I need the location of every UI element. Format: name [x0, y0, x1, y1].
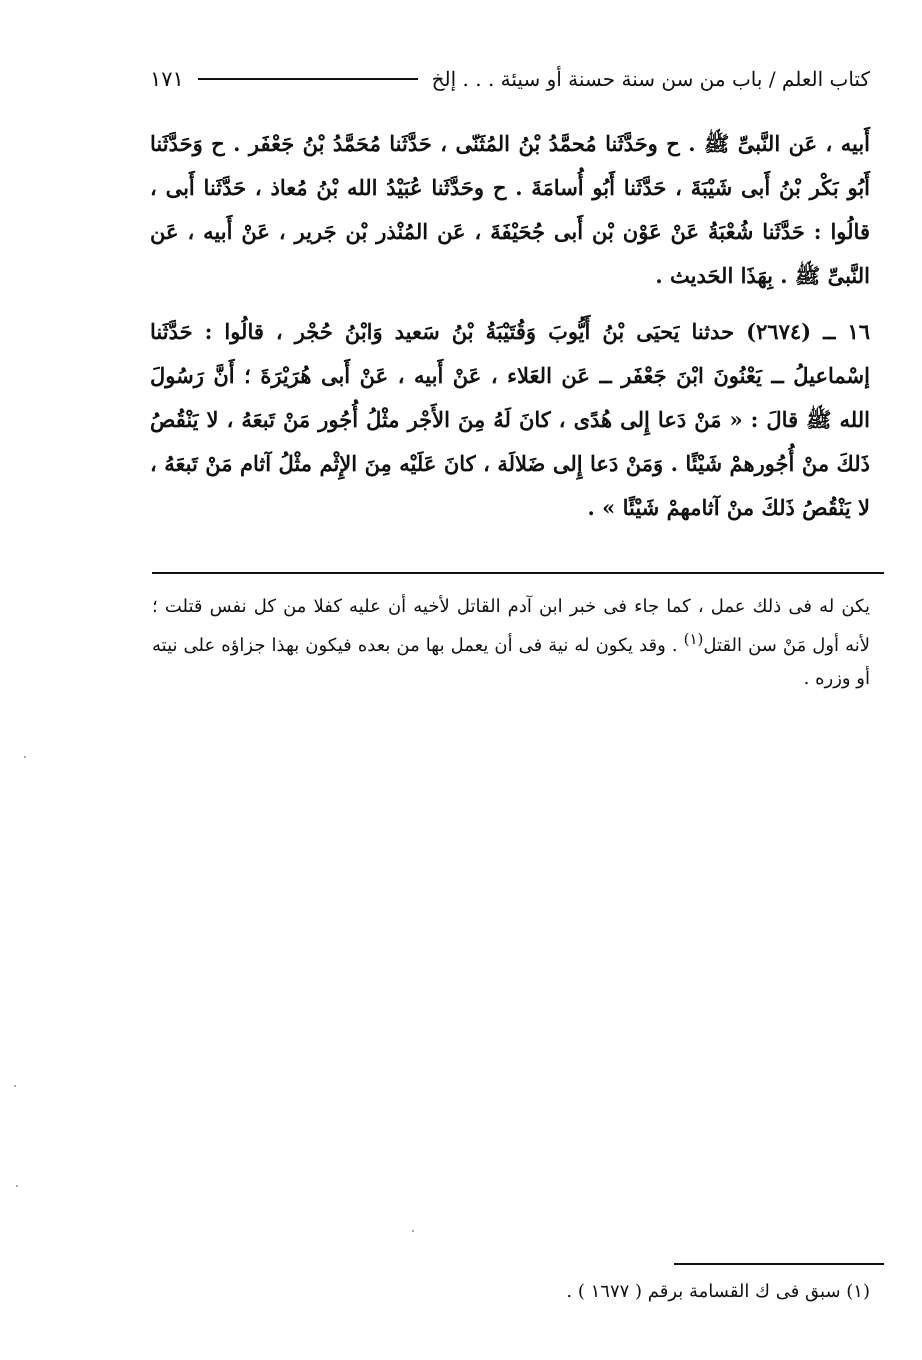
commentary-text-part-2: . وقد يكون له نية فى أن يعمل بها من بعده فيكون بهذا جزاؤه على نيته أو وزره .: [152, 635, 870, 689]
header-title: كتاب العلم / باب من سن سنة حسنة أو سيئة . . . إلخ: [431, 67, 870, 91]
page-number: ١٧١: [150, 67, 184, 91]
main-text: [150, 122, 870, 530]
scan-speck: [16, 1185, 18, 1187]
footnote: (١) سبق فى ك القسامة برقم ( ١٦٧٧ ) .: [566, 1281, 870, 1302]
commentary-text: [152, 590, 870, 695]
commentary-block: [152, 590, 870, 695]
footnote-ref-mark: (١): [683, 630, 704, 648]
hadith-paragraph-1: أَبيه ، عَن النَّبىِّ ﷺ . ح وحَدَّثَنا مُحمَّدُ بْنُ المُثَنّى ، حَدَّثَنا مُحَمَّدُ بْنُ جَعْفَر . ح وَحَدَّثَنا أَبُو بَكْر بْنُ أَبى شَيْبَةَ ، حَدَّثَنا أَبُو أُسامَةَ . ح وحَدَّثَنا عُبَيْدُ الله بْنُ مُعاذ ، حَدَّثَنا أَبى ، قالُوا : حَدَّثَنا شُعْبَةُ عَنْ عَوْن بْن أَبى جُحَيْفَةَ ، عَن المُنْذر بْن جَرير ، عَنْ أَبيه ، عَن النَّبىِّ ﷺ . بِهَذَا الحَديث .: [150, 131, 870, 288]
scan-speck: [412, 1230, 414, 1232]
scan-speck: [24, 756, 26, 758]
hadith-paragraph-2: ١٦ ــ (٢٦٧٤) حدثنا يَحيَى بْنُ أَيُّوبَ وَقُتَيْبَةُ بْنُ سَعيد وَابْنُ حُجْر ، قالُوا : حَدَّثَنا إسْماعيلُ ــ يَعْنُونَ ابْنَ جَعْفَر ــ عَن العَلاء ، عَنْ أَبيه ، عَنْ أَبى هُرَيْرَةَ ؛ أَنَّ رَسُولَ الله ﷺ قالَ : « مَنْ دَعا إِلى هُدًى ، كانَ لَهُ مِنَ الأَجْر مثْلُ أُجُور مَنْ تَبعَهُ ، لا يَنْقُصُ ذَلكَ منْ أُجُورهمْ شَيْئًا . وَمَنْ دَعا إِلى ضَلالَة ، كانَ عَلَيْه مِنَ الإِثْم مثْلُ آثام مَنْ تَبعَهُ ، لا يَنْقُصُ ذَلكَ منْ آثامهمْ شَيْئًا » .: [150, 319, 870, 520]
scan-speck: [14, 1085, 16, 1087]
running-header: [150, 64, 870, 94]
commentary-separator: [152, 572, 884, 574]
commentary-text-part-1: يكن له فى ذلك عمل ، كما جاء فى خبر ابن آدم القاتل لأخيه أن عليه كفلا من كل نفس قتلت ؛ لأنه أول مَنْ سن القتل: [152, 596, 870, 656]
header-rule: [198, 78, 418, 80]
footnote-separator: [674, 1263, 884, 1265]
